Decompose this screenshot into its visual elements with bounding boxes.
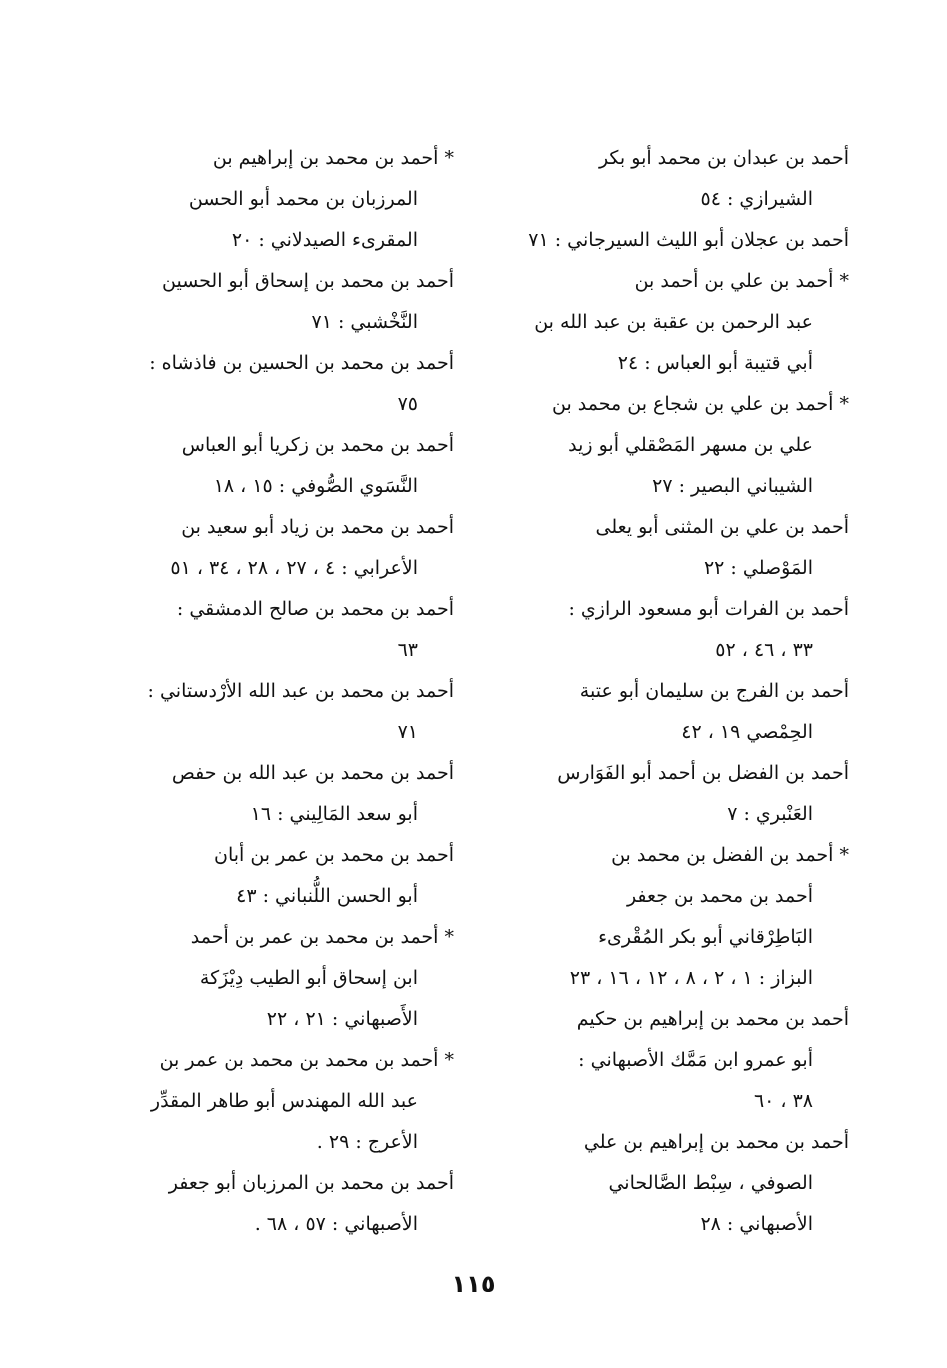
entry-continuation-line: المَوْصلي : ٢٢: [703, 557, 813, 579]
entry-continuation-line: ٣٨ ، ٦٠: [753, 1090, 813, 1112]
index-entry: [94, 507, 454, 589]
entry-heading-line: أحمد بن الفضل بن أحمد أبو الفَوَارس: [557, 762, 849, 784]
entry-continuation-line: المرزبان بن محمد أبو الحسن: [188, 188, 418, 210]
entry-continuation-line: الشيرازي : ٥٤: [700, 188, 813, 210]
index-entry: [94, 1163, 454, 1245]
entry-heading-line: أحمد بن محمد بن عبد الله الأرْدستاني :: [147, 680, 454, 702]
entry-continuation-line: البَاطِرْقاني أبو بكر المُقْرىء: [598, 926, 813, 948]
entry-heading-line: أحمد بن الفرج بن سليمان أبو عتبة: [579, 680, 849, 702]
entry-heading-line: * أحمد بن محمد بن عمر بن أحمد: [190, 926, 454, 948]
entry-heading-line: أحمد بن عجلان أبو الليث السيرجاني : ٧١: [528, 229, 849, 251]
entry-continuation-line: أحمد بن محمد بن جعفر: [626, 885, 813, 907]
index-entry: [489, 384, 849, 507]
index-entry: [489, 589, 849, 671]
index-entry: [94, 343, 454, 425]
entry-continuation-line: الأعرابي : ٤ ، ٢٧ ، ٢٨ ، ٣٤ ، ٥١: [170, 557, 418, 579]
entry-continuation-line: ٦٣: [397, 639, 418, 661]
entry-continuation-line: العَنْبري : ٧: [727, 803, 813, 825]
entry-continuation-line: علي بن مسهر المَصْقلي أبو زيد: [568, 434, 813, 456]
entry-heading-line: أحمد بن محمد بن إبراهيم بن علي: [583, 1131, 849, 1153]
entry-continuation-line: أبي قتيبة أبو العباس : ٢٤: [617, 352, 813, 374]
index-entry: [94, 835, 454, 917]
entry-continuation-line: أبو عمرو ابن مَمَّك الأصبهاني :: [578, 1049, 813, 1071]
index-entry: [94, 425, 454, 507]
index-entry: [94, 589, 454, 671]
entry-continuation-line: ٧١: [397, 721, 418, 743]
entry-heading-line: أحمد بن محمد بن عبد الله بن حفص: [171, 762, 454, 784]
entry-continuation-line: الشيباني البصير : ٢٧: [652, 475, 813, 497]
entry-continuation-line: النَّسَوي الصُّوفي : ١٥ ، ١٨: [213, 475, 418, 497]
entry-continuation-line: عبد الله المهندس أبو طاهر المقدِّر: [150, 1090, 418, 1112]
entry-heading-line: * أحمد بن محمد بن إبراهيم بن: [212, 147, 454, 169]
entry-heading-line: أحمد بن محمد بن إبراهيم بن حكيم: [576, 1008, 849, 1030]
entry-continuation-line: الأعرج : ٢٩ .: [316, 1131, 418, 1153]
entry-heading-line: * أحمد بن علي بن شجاع بن محمد بن: [552, 393, 849, 415]
entry-continuation-line: النَّخْشبي : ٧١: [311, 311, 418, 333]
entry-continuation-line: الأصبهاني : ٥٧ ، ٦٨ .: [254, 1213, 418, 1235]
entry-continuation-line: ٧٥: [397, 393, 418, 415]
entry-heading-line: أحمد بن علي بن المثنى أبو يعلى: [595, 516, 849, 538]
index-entry: [489, 507, 849, 589]
entry-heading-line: أحمد بن محمد بن المرزبان أبو جعفر: [168, 1172, 454, 1194]
entry-heading-line: أحمد بن محمد بن زكريا أبو العباس: [181, 434, 454, 456]
entry-continuation-line: عبد الرحمن بن عقبة بن عبد الله بن: [534, 311, 813, 333]
entry-heading-line: أحمد بن الفرات أبو مسعود الرازي :: [568, 598, 849, 620]
entry-heading-line: * أحمد بن محمد بن محمد بن عمر بن: [159, 1049, 454, 1071]
index-entry: [94, 138, 454, 261]
index-entry: [94, 917, 454, 1040]
entry-heading-line: * أحمد بن الفضل بن محمد بن: [611, 844, 849, 866]
entry-heading-line: أحمد بن محمد بن عمر بن أبان: [214, 844, 454, 866]
entry-continuation-line: البزاز : ١ ، ٢ ، ٨ ، ١٢ ، ١٦ ، ٢٣: [569, 967, 813, 989]
entry-heading-line: أحمد بن محمد بن زياد أبو سعيد بن: [181, 516, 454, 538]
entry-continuation-line: ٣٣ ، ٤٦ ، ٥٢: [715, 639, 813, 661]
index-entry: [489, 671, 849, 753]
index-entry: [489, 1122, 849, 1245]
page-number: ١١٥: [451, 1270, 496, 1298]
index-entry: [489, 835, 849, 999]
entry-continuation-line: أبو سعد المَالِيني : ١٦: [250, 803, 418, 825]
index-entry: [489, 138, 849, 220]
entry-heading-line: أحمد بن محمد بن إسحاق أبو الحسين: [162, 270, 454, 292]
entry-continuation-line: الصوفي ، سِبْط الصَّالحاني: [608, 1172, 813, 1194]
entry-continuation-line: الأصبهاني : ٢٨: [700, 1213, 813, 1235]
index-entry: [94, 261, 454, 343]
index-entry: [489, 999, 849, 1122]
entry-heading-line: * أحمد بن علي بن أحمد بن: [634, 270, 849, 292]
entry-continuation-line: الأَصبهاني : ٢١ ، ٢٢: [266, 1008, 418, 1030]
index-entry: [94, 1040, 454, 1163]
index-entry: [489, 261, 849, 384]
index-column-right: [489, 138, 849, 1245]
entry-continuation-line: المقرىء الصيدلاني : ٢٠: [231, 229, 418, 251]
index-column-left: [94, 138, 454, 1245]
entry-heading-line: أحمد بن محمد بن الحسين بن فاذشاه :: [149, 352, 454, 374]
entry-heading-line: أحمد بن عبدان بن محمد أبو بكر: [598, 147, 849, 169]
entry-continuation-line: أبو الحسن اللُّنباني : ٤٣: [236, 885, 418, 907]
entry-heading-line: أحمد بن محمد بن صالح الدمشقي :: [176, 598, 454, 620]
index-entry: [94, 671, 454, 753]
entry-continuation-line: ابن إسحاق أبو الطيب دِيْزَكة: [199, 967, 418, 989]
entry-continuation-line: الحِمْصي ١٩ ، ٤٢: [681, 721, 813, 743]
index-entry: [489, 753, 849, 835]
index-entry: [489, 220, 849, 261]
index-entry: [94, 753, 454, 835]
